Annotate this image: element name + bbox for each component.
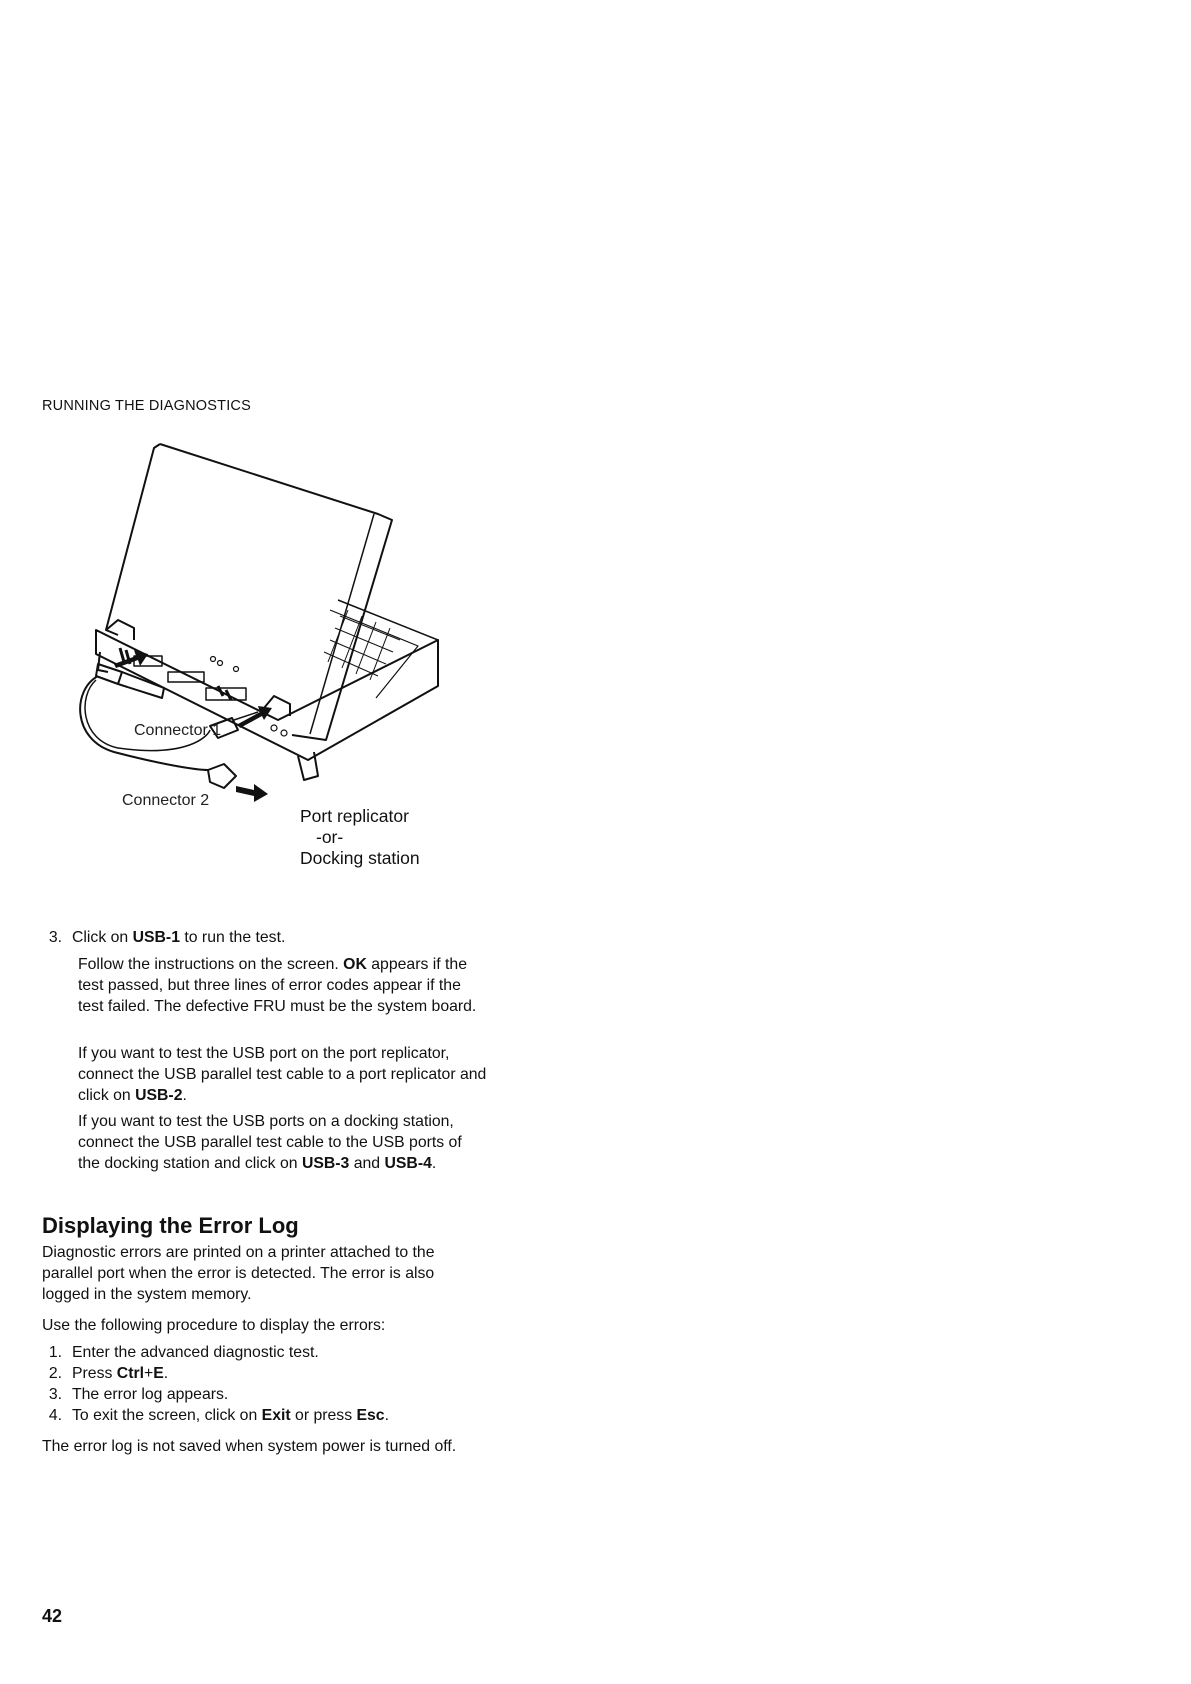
connector-2-label: Connector 2 [122, 792, 210, 809]
list-item: 3. The error log appears. [48, 1386, 229, 1403]
section-intro: Diagnostic errors are printed on a printer attached to the parallel port when the error is detected. The error is also logged in the system memory. [42, 1244, 435, 1303]
laptop-illustration [78, 440, 498, 925]
step-number: 3. [48, 929, 62, 946]
laptop-usb-figure [78, 440, 498, 925]
section-heading: Displaying the Error Log [42, 1213, 299, 1238]
list-item: 4. To exit the screen, click on Exit or press Esc. [48, 1407, 389, 1424]
step-3: 3. Click on USB-1 to run the test. [40, 927, 480, 948]
destination-line-1: Port replicator [300, 806, 409, 826]
destination-line-2: -or- [316, 827, 344, 847]
procedure-list [40, 1342, 480, 1426]
destination-line-3: Docking station [300, 848, 420, 868]
list-item: 2. Press Ctrl+E. [48, 1365, 169, 1382]
connector-1-label: Connector 1 [134, 722, 222, 739]
list-item: 1. Enter the advanced diagnostic test. [48, 1344, 319, 1361]
closing-note: The error log is not saved when system power is turned off. [42, 1438, 457, 1455]
paragraph-port-replicator: If you want to test the USB port on the port replicator, connect the USB parallel test cable to a port replicator and click on USB-2. [78, 1045, 487, 1104]
running-header: RUNNING THE DIAGNOSTICS [42, 398, 251, 414]
page-number: 42 [42, 1606, 63, 1626]
procedure-intro: Use the following procedure to display the errors: [42, 1317, 386, 1334]
destination-label [300, 806, 420, 869]
paragraph-docking-station: If you want to test the USB ports on a docking station, connect the USB parallel test cable to the USB ports of the docking station and click on USB-3 and USB-4. [78, 1113, 462, 1172]
paragraph-instructions: Follow the instructions on the screen. OK appears if the test passed, but three lines of error codes appear if the test failed. The defective FRU must be the system board. [78, 956, 477, 1015]
